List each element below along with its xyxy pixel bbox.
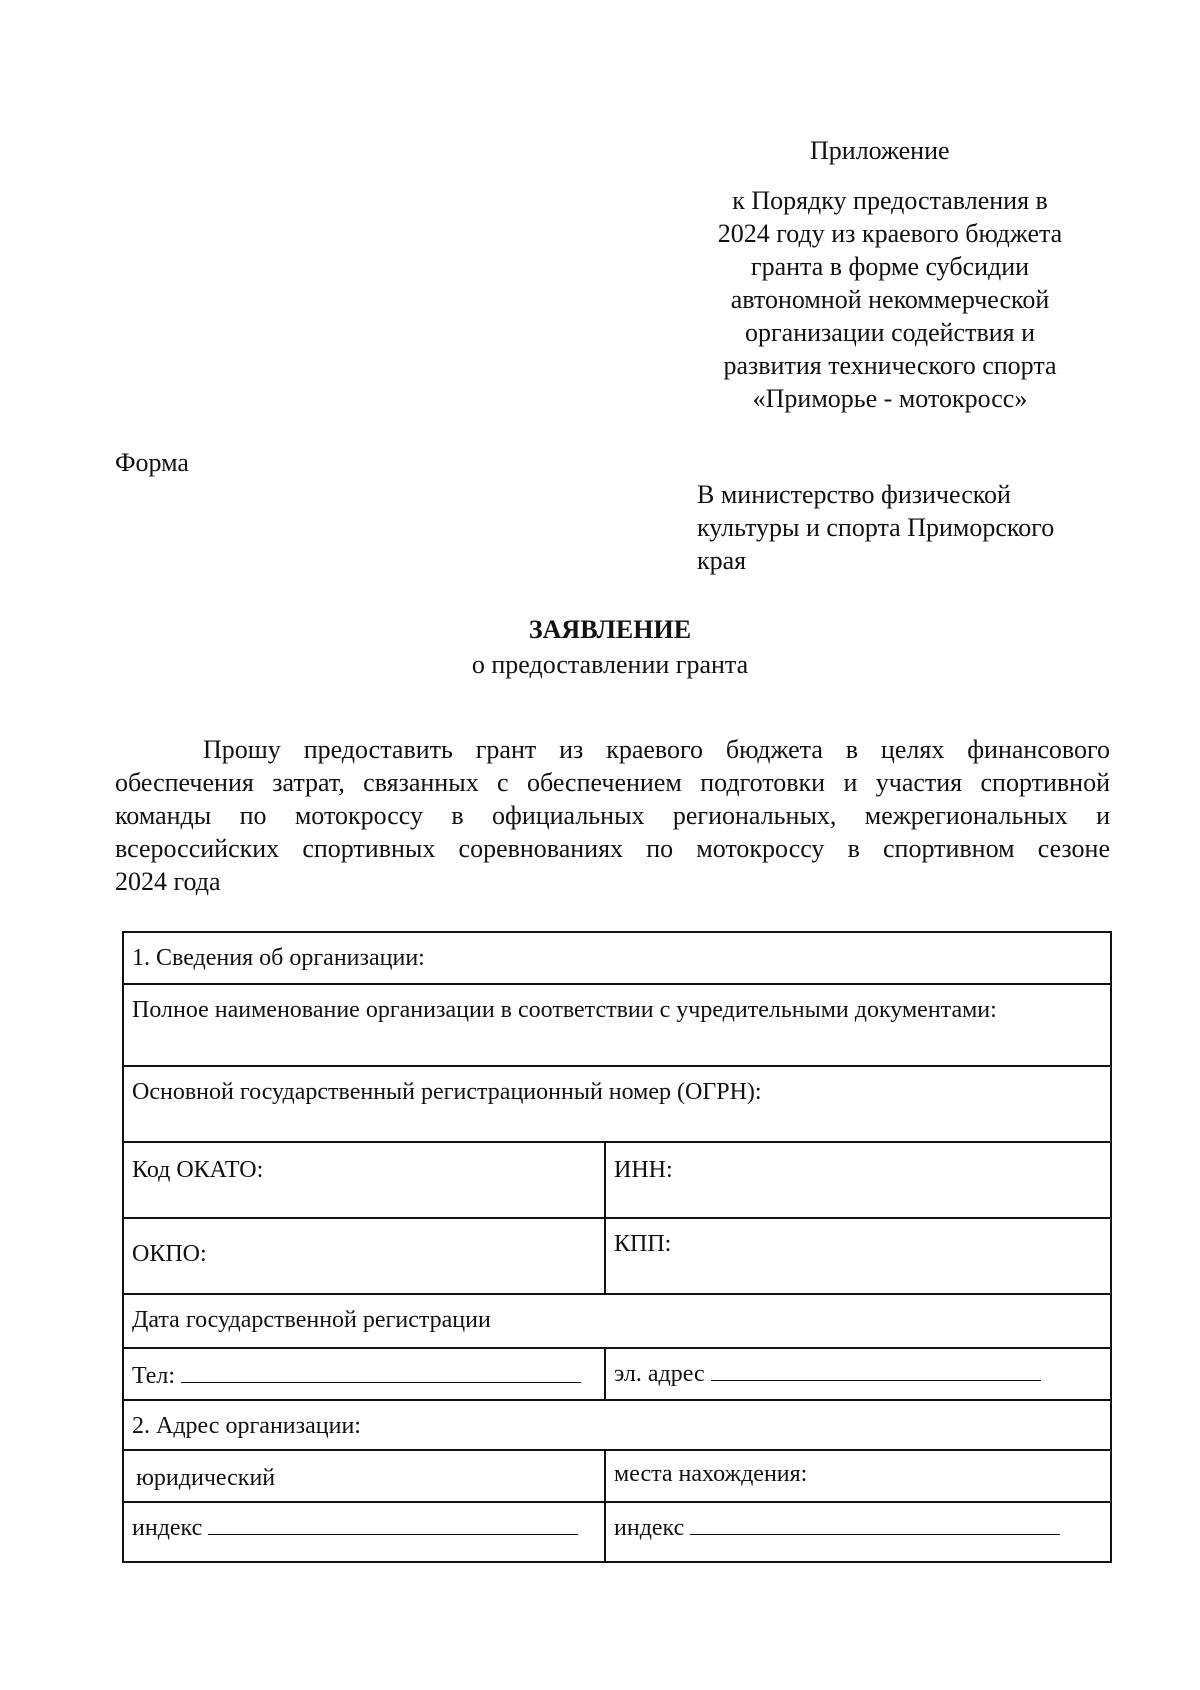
appendix-title: Приложение [810,136,950,165]
legal-index-field[interactable] [124,1503,606,1561]
table-row [124,1143,1110,1219]
organization-form-table [122,931,1112,1563]
kpp-field[interactable]: КПП: [614,1231,672,1257]
appendix-line: автономной некоммерческой [730,285,1050,314]
legal-index-blank-line [208,1533,578,1535]
addressee-line: В министерство физической [697,480,1011,509]
request-line: 2024 года [115,867,221,896]
addressee [697,478,1054,577]
request-line: всероссийских спортивных соревнованиях по мотокроссу в спортивном сезоне [115,834,1110,863]
table-row [124,1503,1110,1561]
table-row [124,1451,1110,1503]
location-index-label: индекс [614,1515,685,1541]
section-organization-info: 1. Сведения об организации: [132,945,425,971]
inn-field[interactable]: ИНН: [614,1157,673,1183]
email-field[interactable] [606,1349,1110,1399]
appendix-line: 2024 году из краевого бюджета [717,219,1063,248]
addressee-line: культуры и спорта Приморского [697,513,1055,542]
okato-field[interactable]: Код ОКАТО: [124,1143,606,1217]
document-subtitle: о предоставлении гранта [471,650,749,679]
table-row [124,985,1110,1067]
appendix-line: организации содействия и [744,318,1036,347]
location-address-label: места нахождения: [614,1461,808,1487]
request-paragraph [115,733,1110,898]
table-row [124,1349,1110,1401]
request-line: команды по мотокроссу в официальных региональных, межрегиональных и [115,801,1110,830]
section-address: 2. Адрес организации: [132,1413,361,1439]
registration-date-field[interactable]: Дата государственной регистрации [132,1307,491,1333]
appendix-line: гранта в форме субсидии [750,252,1030,281]
addressee-line: края [697,546,747,575]
okpo-field[interactable]: ОКПО: [124,1219,606,1293]
form-label: Форма [115,448,189,477]
document-title: ЗАЯВЛЕНИЕ [528,615,692,644]
full-name-field[interactable]: Полное наименование организации в соответствии с учредительными документами: [132,997,997,1023]
legal-index-label: индекс [132,1515,203,1541]
phone-blank-line [181,1381,581,1383]
phone-field[interactable] [124,1349,606,1399]
table-row [124,1219,1110,1295]
location-index-field[interactable] [606,1503,1110,1561]
table-row [124,933,1110,985]
request-line: Прошу предоставить грант из краевого бюджета в целях финансового [203,735,1110,764]
location-index-blank-line [690,1533,1060,1535]
table-row [124,1401,1110,1451]
appendix-line: «Приморье - мотокросс» [752,384,1028,413]
request-line: обеспечения затрат, связанных с обеспечением подготовки и участия спортивной [115,768,1110,797]
appendix-line: развития технического спорта [723,351,1057,380]
email-label: эл. адрес [614,1361,705,1387]
table-row [124,1295,1110,1349]
table-row [124,1067,1110,1143]
email-blank-line [711,1379,1041,1381]
ogrn-field[interactable]: Основной государственный регистрационный номер (ОГРН): [132,1079,762,1105]
appendix-text [690,184,1090,415]
appendix-line: к Порядку предоставления в [732,186,1048,215]
phone-label: Тел: [132,1363,176,1389]
legal-address-label: юридический [124,1451,606,1501]
